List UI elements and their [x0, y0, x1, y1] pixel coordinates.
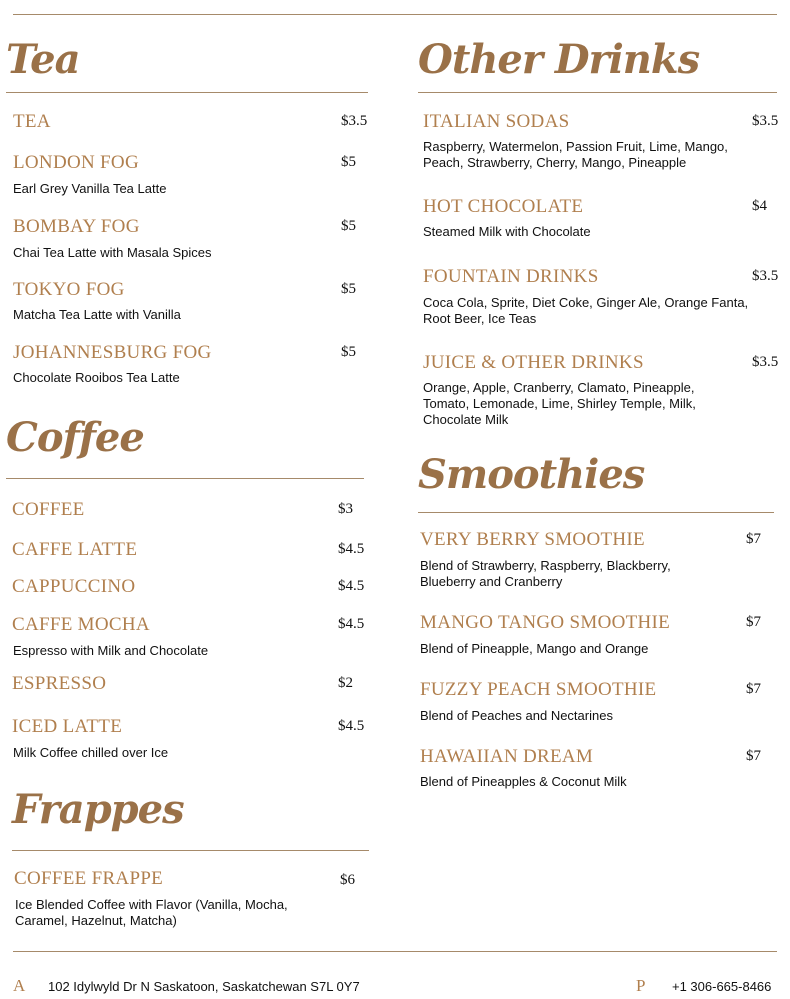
footer-divider — [13, 951, 777, 952]
item-description-line-1: Blend of Strawberry, Raspberry, Blackberry, — [420, 558, 671, 573]
item-name: TOKYO FOG — [13, 279, 125, 300]
item-name: LONDON FOG — [13, 152, 139, 173]
item-description: Matcha Tea Latte with Vanilla — [13, 307, 181, 322]
item-price: $7 — [746, 614, 761, 630]
item-price: $3.5 — [752, 268, 779, 284]
item-name: FOUNTAIN DRINKS — [423, 266, 599, 287]
coffee-divider — [6, 478, 364, 479]
item-description: Chocolate Rooibos Tea Latte — [13, 370, 180, 385]
item-price: $7 — [746, 681, 761, 697]
item-price: $4 — [752, 198, 767, 214]
item-price: $3.5 — [752, 113, 779, 129]
item-name: FUZZY PEACH SMOOTHIE — [420, 679, 657, 700]
item-price: $6 — [340, 872, 355, 888]
section-title-frappes: Frappes — [12, 786, 184, 833]
item-name: COFFEE — [12, 499, 85, 520]
address-text: 102 Idylwyld Dr N Saskatoon, Saskatchewan S7L 0Y7 — [48, 979, 360, 994]
item-description-line-2: Caramel, Hazelnut, Matcha) — [15, 913, 177, 928]
item-name: ITALIAN SODAS — [423, 111, 570, 132]
item-description-line-1: Ice Blended Coffee with Flavor (Vanilla, Mocha, — [15, 897, 288, 912]
frappes-divider — [12, 850, 369, 851]
item-name: ESPRESSO — [12, 673, 107, 694]
item-name: MANGO TANGO SMOOTHIE — [420, 612, 671, 633]
item-name: HOT CHOCOLATE — [423, 196, 584, 217]
item-name: CAFFE MOCHA — [12, 614, 150, 635]
section-title-tea: Tea — [6, 36, 80, 83]
item-description-line-1: Coca Cola, Sprite, Diet Coke, Ginger Ale, Orange Fanta, — [423, 295, 749, 310]
item-description-line-1: Blend of Peaches and Nectarines — [420, 708, 613, 723]
item-name: CAPPUCCINO — [12, 576, 136, 597]
item-price: $5 — [341, 218, 356, 234]
item-description: Chai Tea Latte with Masala Spices — [13, 245, 212, 260]
smoothies-divider — [418, 512, 774, 513]
item-description-line-3: Chocolate Milk — [423, 412, 509, 427]
tea-divider — [6, 92, 368, 93]
item-description: Milk Coffee chilled over Ice — [13, 745, 169, 760]
phone-text: +1 306-665-8466 — [672, 979, 772, 994]
item-description-line-2: Blueberry and Cranberry — [420, 574, 563, 589]
item-price: $5 — [341, 154, 356, 170]
item-description-line-1: Blend of Pineapple, Mango and Orange — [420, 641, 649, 656]
item-description-line-1: Blend of Pineapples & Coconut Milk — [420, 774, 627, 789]
item-price: $4.5 — [338, 578, 365, 594]
item-description-line-1: Raspberry, Watermelon, Passion Fruit, Lime, Mango, — [423, 139, 728, 154]
item-price: $5 — [341, 344, 356, 360]
item-description-line-2: Root Beer, Ice Teas — [423, 311, 537, 326]
item-price: $5 — [341, 281, 356, 297]
item-name: CAFFE LATTE — [12, 539, 138, 560]
item-price: $7 — [746, 531, 761, 547]
item-description-line-1: Steamed Milk with Chocolate — [423, 224, 591, 239]
item-name: JOHANNESBURG FOG — [13, 342, 212, 363]
item-name: JUICE & OTHER DRINKS — [423, 352, 644, 373]
item-price: $3 — [338, 501, 353, 517]
item-price: $2 — [338, 675, 353, 691]
section-title-smoothies: Smoothies — [418, 451, 645, 498]
item-description: Espresso with Milk and Chocolate — [13, 643, 209, 658]
item-name: TEA — [13, 111, 51, 132]
item-name: VERY BERRY SMOOTHIE — [420, 529, 645, 550]
other-drinks-divider — [418, 92, 777, 93]
phone-label: P — [636, 976, 646, 995]
address-label: A — [13, 976, 26, 995]
item-price: $3.5 — [752, 354, 779, 370]
item-price: $4.5 — [338, 541, 365, 557]
item-name: COFFEE FRAPPE — [14, 868, 164, 889]
item-name: ICED LATTE — [12, 716, 123, 737]
item-description: Earl Grey Vanilla Tea Latte — [13, 181, 167, 196]
item-price: $3.5 — [341, 113, 368, 129]
item-price: $4.5 — [338, 718, 365, 734]
item-price: $4.5 — [338, 616, 365, 632]
top-divider — [13, 14, 777, 15]
item-name: HAWAIIAN DREAM — [420, 746, 594, 767]
item-price: $7 — [746, 748, 761, 764]
item-description-line-2: Peach, Strawberry, Cherry, Mango, Pineapple — [423, 155, 687, 170]
section-title-coffee: Coffee — [6, 414, 144, 461]
section-title-other-drinks: Other Drinks — [418, 36, 700, 83]
item-description-line-1: Orange, Apple, Cranberry, Clamato, Pineapple, — [423, 380, 695, 395]
item-description-line-2: Tomato, Lemonade, Lime, Shirley Temple, Milk, — [423, 396, 696, 411]
item-name: BOMBAY FOG — [13, 216, 140, 237]
